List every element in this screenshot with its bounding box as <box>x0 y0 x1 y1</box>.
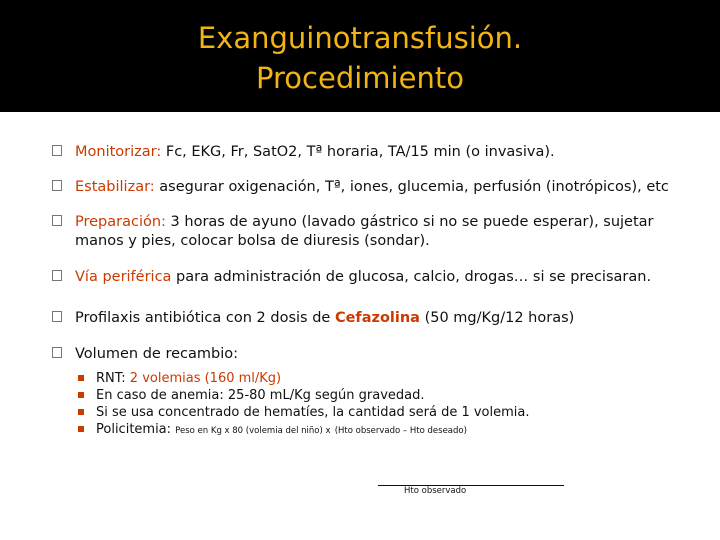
sub-bullet-concentrado <box>75 404 692 421</box>
rnt-value: 2 volemias (160 ml/Kg) <box>129 371 282 386</box>
bullet-text: para administración de glucosa, calcio, drogas… si se precisaran. <box>171 269 652 285</box>
bullet-label: Vía periférica <box>75 269 172 285</box>
square-bullet-icon <box>78 375 84 381</box>
bullet-label: Estabilizar: <box>75 179 155 195</box>
cefazolina-highlight: Cefazolina <box>334 310 420 326</box>
bullet-text: Volumen de recambio: <box>75 346 238 362</box>
bullet-text: asegurar oxigenación, Tª, iones, glucemia, perfusión (inotrópicos), etc <box>154 179 669 195</box>
bullet-text: Profilaxis antibiótica con 2 dosis de <box>75 310 335 326</box>
policitemia-formula: Peso en Kg x 80 (volemia del niño) x <box>175 426 331 436</box>
square-outline-icon <box>52 145 62 156</box>
bullet-estabilizar <box>52 178 692 197</box>
bullet-via-periferica <box>52 268 692 287</box>
bullet-list <box>52 143 692 440</box>
concentrado-text: Si se usa concentrado de hematíes, la cantidad será de 1 volemia. <box>96 405 530 420</box>
square-outline-icon <box>52 270 62 281</box>
title-line-2: Procedimiento <box>256 61 464 95</box>
square-bullet-icon <box>78 409 84 415</box>
bullet-label: Monitorizar: <box>75 144 162 160</box>
bullet-volumen <box>52 345 692 440</box>
bullet-text: (50 mg/Kg/12 horas) <box>419 310 575 326</box>
square-outline-icon <box>52 215 62 226</box>
square-outline-icon <box>52 347 62 358</box>
bullet-profilaxis <box>52 309 692 328</box>
formula-numerator: (Hto observado – Hto deseado) <box>334 426 467 436</box>
title-line-1: Exanguinotransfusión. <box>197 21 523 55</box>
sub-bullet-anemia <box>75 387 692 404</box>
formula-denominator: Hto observado <box>404 486 467 496</box>
anemia-text: En caso de anemia: 25-80 mL/Kg según gravedad. <box>96 388 425 403</box>
bullet-preparacion <box>52 213 692 251</box>
bullet-text: Fc, EKG, Fr, SatO2, Tª horaria, TA/15 min (o invasiva). <box>161 144 555 160</box>
sub-bullet-list <box>75 370 692 440</box>
policitemia-label: Policitemia: <box>96 422 172 437</box>
square-bullet-icon <box>78 426 84 432</box>
sub-bullet-rnt <box>75 370 692 387</box>
rnt-label: RNT: <box>96 371 126 386</box>
square-bullet-icon <box>78 392 84 398</box>
bullet-label: Preparación: <box>75 214 166 230</box>
slide-title <box>0 18 720 98</box>
square-outline-icon <box>52 180 62 191</box>
bullet-monitorizar <box>52 143 692 162</box>
bullet-text: 3 horas de ayuno (lavado gástrico si no se puede esperar), sujetar manos y pies, colocar bolsa de diuresis (sondar). <box>75 214 654 249</box>
sub-bullet-policitemia <box>75 421 692 440</box>
square-outline-icon <box>52 311 62 322</box>
